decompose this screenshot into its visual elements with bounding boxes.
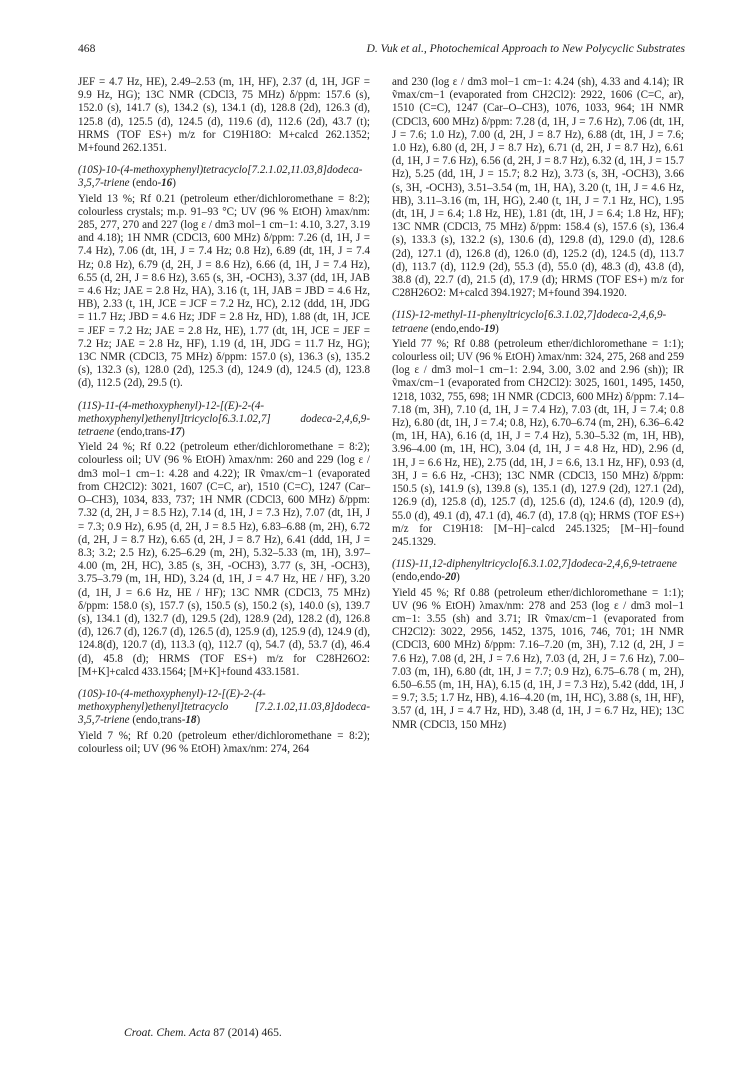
data-paragraph: Yield 45 %; Rf 0.88 (petroleum ether/dichloromethane = 1:1); UV (96 % EtOH) λmax/nm: 278 and 253 (log ε / dm3 mol−1 cm−1: 3.55 (sh) and 3.71; IR ṽmax/cm−1 (evaporated from CH2Cl2): 3022, 2956, 1452, 1375, 1016, 746, 701; 1H NMR (CDCl3, 600 MHz) δ/ppm: 7.16–7.20 (m, 3H), 7.12 (d, 2H, J = 7.6 Hz), 7.08 (d, 2H, J = 7.6 Hz), 7.03 (d, 2H, J = 7.6 Hz), 7.00–7.03 (m, 1H), 6.80 (dt, 1H, J = 7.7; 0.9 Hz), 6.75–6.78 ( m, 2H), 6.50–6.55 (m, 1H, HA), 6.15 (d, 1H, J = 7.3 Hz), 5.42 (ddd, 1H, J = 9.7; 3.5; 1.7 Hz, HB), 4.16–4.20 (m, 1H, HC), 3.88 (s, 1H, HF), 3.57 (d, 1H, J = 4.7 Hz, HD), 3.48 (d, 1H, J = 6.7 Hz, HE); 13C NMR (CDCl3, 150 MHz): [392, 586, 684, 731]
compound-name: (11S)-11-(4-methoxyphenyl)-12-[(E)-2-(4-methoxyphenyl)ethenyl]tricyclo[6.3.1.02,7] dodeca-2,4,6,9-tetraene: [78, 399, 370, 439]
compound-label-suffix: ): [456, 571, 460, 584]
data-paragraph: JEF = 4.7 Hz, HE), 2.49–2.53 (m, 1H, HF), 2.37 (d, 1H, JGF = 9.9 Hz, HG); 13C NMR (CDCl3, 75 MHz) δ/ppm: 157.6 (s), 152.0 (s), 141.7 (s), 134.2 (s), 134.1 (d), 128.8 (2d), 126.3 (d), 125.8 (d), 125.5 (d), 124.5 (d), 119.6 (d), 112.6 (2d), 43.7 (t); HRMS (TOF ES+) m/z for C19H18O: M+calcd 262.1352; M+found 262.1351.: [78, 76, 370, 155]
compound-label-prefix: (endo-: [132, 177, 162, 190]
compound-label: [431, 323, 499, 335]
compound-label-suffix: ): [495, 322, 499, 335]
compound-name: (10S)-10-(4-methoxyphenyl)tetracyclo[7.2.1.02,11.03,8]dodeca-3,5,7-triene: [78, 164, 363, 190]
compound-label: [117, 426, 185, 438]
compound-label: [132, 714, 200, 726]
compound-label-prefix: (endo,trans-: [132, 714, 186, 727]
footer-journal: Croat. Chem. Acta: [124, 1026, 211, 1039]
data-paragraph: Yield 24 %; Rf 0.22 (petroleum ether/dichloromethane = 8:2); colourless oil; UV (96 % EtOH) λmax/nm: 260 and 229 (log ε / dm3 mol−1 cm−1: 4.28 and 4.22); IR ṽmax/cm−1 (evaporated from CH2Cl2): 3021, 1607 (C=C, ar), 1510 (C=C), 1247 (Car–O–CH3), 1034, 833, 737; 1H NMR (CDCl3, 600 MHz) δ/ppm: 7.32 (d, 2H, J = 8.5 Hz), 7.14 (d, 1H, J = 7.3 Hz), 7.07 (dt, 1H, J = 7.3; 0.9 Hz), 6.95 (d, 2H, J = 8.5 Hz), 6.83–6.88 (m, 2H), 6.72 (d, 2H, J = 8.7 Hz), 6.65 (d, 2H, J = 8.7 Hz), 6.41 (ddd, 1H, J = 8.3; 3.2; 2.5 Hz), 6.25–6.29 (m, 2H), 5.32–5.33 (m, 1H), 3.97–4.00 (m, 2H, HC), 3.85 (s, 3H, -OCH3), 3.77 (s, 3H, -OCH3), 3.75–3.79 (m, 1H, HD), 3.24 (d, 1H, J = 4.7 Hz, HE / HF), 3.20 (d, 1H, J = 6.6 Hz, HE / HF); 13C NMR (CDCl3, 75 MHz) δ/ppm: 158.0 (s), 157.7 (s), 150.5 (s), 150.2 (s), 140.0 (s), 139.7 (s), 134.1 (d), 132.7 (d), 129.5 (2d), 128.9 (2d), 128.2 (d), 126.8 (d), 126.7 (d), 126.7 (d), 126.5 (d), 125.9 (d), 125.9 (d), 124.9 (d), 124.8(d), 120.7 (d), 113.3 (q), 112.7 (q), 54.7 (d), 53.7 (d), 46.4 (d), 45.8 (d); HRMS (TOF ES+) m/z for C28H26O2: [M+K]+calcd 433.1564; [M+K]+found 433.1581.: [78, 441, 370, 678]
page-footer: [124, 1026, 282, 1039]
compound-name: (10S)-10-(4-methoxyphenyl)-12-[(E)-2-(4-methoxyphenyl)ethenyl]tetracyclo [7.2.1.02,11.03,8]dodeca-3,5,7-triene: [78, 687, 370, 727]
compound-label-suffix: ): [196, 714, 201, 727]
compound-heading: [392, 558, 684, 584]
compound-label-suffix: ): [181, 426, 185, 439]
compound-number: 17: [170, 426, 182, 439]
data-paragraph: Yield 77 %; Rf 0.88 (petroleum ether/dichloromethane = 1:1); colourless oil; UV (96 % EtOH) λmax/nm: 324, 275, 268 and 259 (log ε / dm3 mol−1 cm−1: 2.94, 3.00, 3.02 and 2.96 (sh)); IR ṽmax/cm−1 (evaporated from CH2Cl2): 3025, 1601, 1495, 1450, 1218, 1032, 755, 698; 1H NMR (CDCl3, 600 MHz) δ/ppm: 7.14–7.18 (m, 3H), 7.10 (d, 1H, J = 7.4 Hz), 7.03 (dt, 1H, J = 7.4; 0.8 Hz), 6.80 (dt, 1H, J = 7.4; 0.8, Hz), 6.70–6.74 (m, 2H), 6.36–6.42 (m, 1H, HA), 6.16 (d, 1H, J = 7.4 Hz), 5.30–5.32 (m, 1H, HB), 3.96–4.00 (m, 1H, HC), 3.04 (d, 1H, J = 4.8 Hz, HD), 2.96 (d, 1H, J = 6.6 Hz, HE), 2.75 (dd, 1H, J = 6.6, 13.1 Hz, HF), 0.93 (d, 3H, J = 6.6 Hz, -CH3); 13C NMR (CDCl3, 150 MHz) δ/ppm: 150.5 (s), 141.9 (s), 139.8 (s), 135.1 (d), 127.9 (2d), 127.1 (2d), 126.9 (d), 125.8 (d), 125.7 (d), 125.6 (d), 124.6 (d), 120.9 (d), 55.0 (d), 49.1 (d), 47.1 (d), 46.7 (d), 17.8 (q); HRMS (TOF ES+) m/z for C19H18: [M−H]−calcd 245.1325; [M−H]−found 245.1329.: [392, 337, 684, 548]
running-header: [78, 42, 685, 60]
compound-number: 16: [161, 177, 173, 190]
compound-label-suffix: ): [172, 177, 176, 190]
compound-heading: [78, 688, 370, 728]
compound-label-prefix: (endo,endo-: [392, 571, 446, 584]
compound-number: 20: [445, 571, 457, 584]
compound-label: [392, 571, 460, 583]
page-number: 468: [78, 42, 96, 55]
compound-name: (11S)-11,12-diphenyltricyclo[6.3.1.02,7]dodeca-2,4,6,9-tetraene: [392, 558, 677, 571]
compound-label: [132, 177, 176, 189]
data-paragraph: and 230 (log ε / dm3 mol−1 cm−1: 4.24 (sh), 4.33 and 4.14); IR ṽmax/cm−1 (evaporated from CH2Cl2): 2922, 1606 (C=C, ar), 1510 (C=C), 1247 (Car–O–CH3), 1076, 1033, 964; 1H NMR (CDCl3, 600 MHz) δ/ppm: 7.28 (d, 1H, J = 7.6 Hz), 7.06 (dt, 1H, J = 7.6; 1.0 Hz), 7.00 (d, 2H, J = 8.7 Hz), 6.88 (dt, 1H, J = 7.6; 1.0 Hz), 6.80 (d, 2H, J = 8.7 Hz), 6.71 (d, 2H, J = 8.7 Hz), 6.61 (d, 1H, J = 7.6 Hz), 6.56 (d, 2H, J = 8.7 Hz), 6.32 (d, 1H, J = 15.7 Hz), 5.25 (dd, 1H, J = 15.7; 8.2 Hz), 3.73 (s, 3H, -OCH3), 3.66 (s, 3H, -OCH3), 3.51–3.54 (m, 1H, HA), 3.20 (t, 1H, J = 4.6 Hz, HB), 3.11–3.16 (m, 1H, HG), 2.40 (t, 1H, J = 7.1 Hz, HC), 1.95 (dt, 1H, J = 6.4; 1.8 Hz, HE), 1.81 (dt, 1H, J = 6.4; 1.8 Hz, HF); 13C NMR (CDCl3, 75 MHz) δ/ppm: 158.4 (s), 157.6 (s), 136.4 (s), 133.3 (s), 132.2 (s), 130.6 (d), 129.8 (d), 129.0 (d), 128.6 (2d), 127.1 (d), 126.8 (d), 126.0 (d), 125.2 (d), 124.5 (d), 113.7 (d), 113.7 (d), 112.9 (2d), 55.3 (d), 55.0 (d), 48.3 (d), 43.8 (d), 38.8 (d), 22.7 (d), 21.5 (d), 17.9 (d); HRMS (TOF ES+) m/z for C28H26O2: M+calcd 394.1927; M+found 394.1920.: [392, 76, 684, 300]
compound-number: 18: [185, 714, 197, 727]
right-column: [392, 76, 684, 732]
left-column: [78, 76, 370, 756]
compound-number: 19: [484, 322, 496, 335]
compound-label-prefix: (endo,trans-: [116, 426, 171, 439]
compound-heading: [392, 309, 684, 335]
running-title: D. Vuk et al., Photochemical Approach to New Polycyclic Substrates: [366, 42, 685, 55]
data-paragraph: Yield 7 %; Rf 0.20 (petroleum ether/dichloromethane = 8:2); colourless oil; UV (96 % EtOH) λmax/nm: 274, 264: [78, 729, 370, 755]
compound-name: (11S)-12-methyl-11-phenyltricyclo[6.3.1.02,7]dodeca-2,4,6,9-tetraene: [392, 309, 667, 335]
compound-heading: [78, 164, 370, 190]
compound-heading: [78, 400, 370, 440]
compound-label-prefix: (endo,endo-: [430, 322, 485, 335]
footer-citation: 87 (2014) 465.: [210, 1026, 282, 1039]
data-paragraph: Yield 13 %; Rf 0.21 (petroleum ether/dichloromethane = 8:2); colourless crystals; m.p. 91–93 °C; UV (96 % EtOH) λmax/nm: 285, 277, 270 and 227 (log ε / dm3 mol−1 cm−1: 4.10, 3.27, 3.19 and 4.18); 1H NMR (CDCl3, 600 MHz) δ/ppm: 7.26 (d, 1H, J = 7.4 Hz), 7.06 (dt, 1H, J = 7.4 Hz; 0.8 Hz), 6.89 (dt, 1H, J = 7.4 Hz; 0.8 Hz), 6.79 (d, 2H, J = 8.6 Hz), 6.66 (d, 1H, J = 7.4 Hz), 6.55 (d, 2H, J = 8.6 Hz), 3.65 (s, 3H, -OCH3), 3.37 (dd, 1H, JAB = 4.6 Hz; JAE = 2.8 Hz, HA), 3.16 (t, 1H, JAB = JBD = 4.6 Hz, HB), 2.33 (t, 1H, JCE = JCF = 7.2 Hz, HC), 2.12 (ddd, 1H, JDG = 11.7 Hz; JBD = 4.6 Hz; JDF = 2.8 Hz, HD), 1.88 (dt, 1H, JCE = JEF = 7.2 Hz; JAE = 2.8 Hz, HE), 1.77 (dt, 1H, JCE = JEF = 7.2 Hz; JAE = 2.8 Hz, HF), 1.19 (d, 1H, JDG = 11.7 Hz, HG); 13C NMR (CDCl3, 75 MHz) δ/ppm: 157.0 (s), 136.3 (s), 135.2 (s), 132.3 (s), 128.0 (2d), 125.3 (d), 124.9 (d), 124.5 (d), 123.8 (d), 112.5 (2d), 29.5 (t).: [78, 192, 370, 390]
